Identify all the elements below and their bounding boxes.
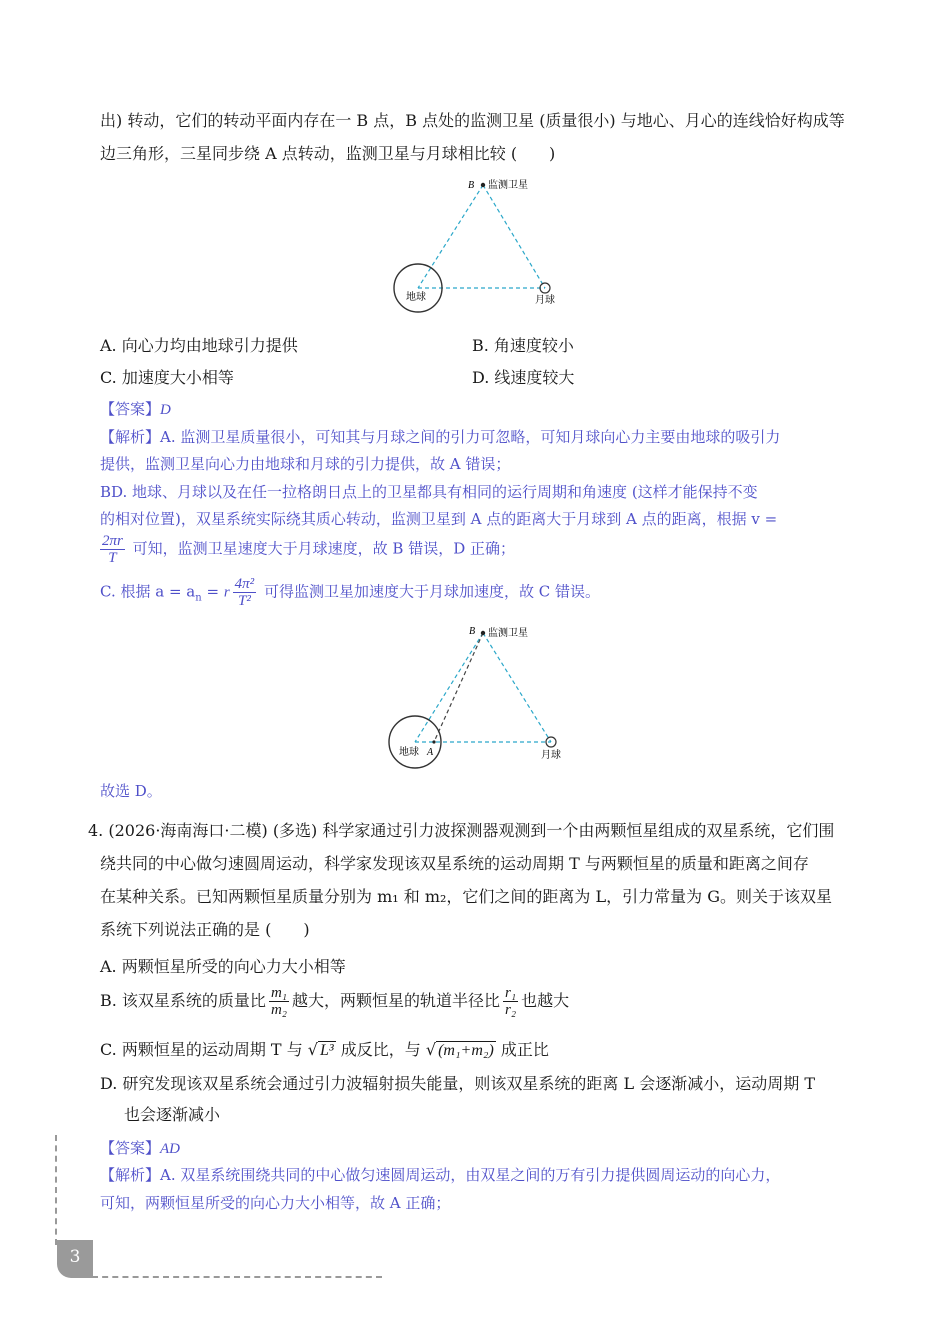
fraction-m1-over-m2: $\frac{\text{m₁}}{\text{m₂}}$: [270, 985, 287, 1018]
q4-analysis-line2: 可知，两颗恒星所受的向心力大小相等，故 A 正确；: [100, 1194, 451, 1212]
q3-analysis-BD-line1: BD. 地球、月球以及在任一拉格朗日点上的卫星都具有相同的运行周期和角速度 (这样才能保持不变: [100, 483, 758, 501]
satellite-dot: [481, 631, 485, 635]
q3-option-A: A. 向心力均由地球引力提供: [100, 336, 298, 355]
label-moon: 月球: [535, 295, 555, 306]
satellite-dot: [481, 183, 485, 187]
q4-stem-line1: 4. (2026·海南海口·二模) (多选) 科学家通过引力波探测器观测到一个由两颗恒星组成的双星系统，它们围: [88, 821, 835, 840]
q3-analysis-BD-line3: $\frac{2\pi r}{T}$ 可知，监测卫星速度大于月球速度，故 B 错误，D 正确；: [102, 533, 515, 566]
page-number: 3: [57, 1240, 93, 1278]
label-moon: 月球: [541, 750, 561, 761]
sqrt-m1-plus-m2: (m₁+m₂): [438, 1042, 494, 1059]
label-earth: 地球: [399, 747, 419, 758]
q4-stem-line2: 绕共同的中心做匀速圆周运动，科学家发现该双星系统的运动周期 T 与两颗恒星的质量和距离之间存: [100, 854, 809, 873]
label-A: A: [427, 747, 434, 758]
q3-analysis-A-line1: 【解析】A. 监测卫星质量很小，可知其与月球之间的引力可忽略，可知月球向心力主要由地球的吸引力: [100, 428, 781, 446]
fraction-2pir-over-T: $\frac{2\pi r}{T}$: [102, 533, 123, 566]
q3-option-B: B. 角速度较小: [472, 336, 574, 355]
label-earth: 地球: [406, 292, 426, 303]
q3-answer: [100, 398, 890, 419]
q4-analysis-line1: 【解析】A. 双星系统围绕共同的中心做匀速圆周运动，由双星之间的万有引力提供圆周运动的向心力，: [100, 1166, 781, 1184]
q3-stem-line2: 边三角形，三星同步绕 A 点转动，监测卫星与月球相比较 ( ): [100, 144, 556, 163]
q3-conclusion: 故选 D。: [100, 782, 162, 800]
margin-dashed-line-horizontal: [92, 1276, 382, 1278]
q3-analysis-C: C. 根据 $a = a_n = r$ $\frac{\text{4π²}}{\text{T²}}$ 可得监测卫星加速度大于月球加速度，故 C 错误。: [100, 576, 600, 609]
label-B: B: [468, 180, 475, 191]
answer-label: 【答案】: [100, 400, 161, 418]
label-satellite: 监测卫星: [488, 628, 528, 639]
point-A-dot: [432, 740, 435, 743]
label-B: B: [469, 626, 476, 637]
q4-option-C: C. 两颗恒星的运动周期 T 与 √ L³ 成反比，与 √ (m₁+m₂) 成正比: [100, 1040, 549, 1059]
label-satellite: 监测卫星: [488, 180, 528, 191]
q4-option-D-line1: D. 研究发现该双星系统会通过引力波辐射损失能量，则该双星系统的距离 L 会逐渐减小，运动周期 T: [100, 1074, 815, 1093]
q3-option-C: C. 加速度大小相等: [100, 368, 234, 387]
q3-diagram-2: [385, 620, 575, 772]
margin-dashed-line-vertical: [55, 1135, 57, 1245]
q4-option-B: B. 该双星系统的质量比 $\frac{\text{m₁}}{\text{m₂}}$ 越大，两颗恒星的轨道半径比 $\frac{\text{r₁}}{\text{r₂}}$ 也越大: [100, 985, 570, 1018]
q3-analysis-A-line2: 提供，监测卫星向心力由地球和月球的引力提供，故 A 错误；: [100, 455, 511, 473]
q4-option-D-line2: 也会逐渐减小: [124, 1105, 221, 1124]
answer-value: D: [160, 402, 171, 418]
analysis-label: 【解析】: [100, 428, 161, 446]
q3-analysis-BD-line2: 的相对位置)，双星系统实际绕其质心转动，监测卫星到 A 点的距离大于月球到 A 点的距离，根据 v =: [100, 510, 778, 528]
q3-diagram-1: [390, 172, 580, 317]
q4-answer: 【答案】AD: [100, 1139, 181, 1157]
q3-stem-line1: 出) 转动，它们的转动平面内存在一 B 点，B 点处的监测卫星 (质量很小) 与地心、月心的连线恰好构成等: [100, 111, 845, 130]
q4-stem-line4: 系统下列说法正确的是 ( ): [100, 920, 310, 939]
q4-option-A: A. 两颗恒星所受的向心力大小相等: [100, 957, 346, 976]
q3-option-D: D. 线速度较大: [472, 368, 575, 387]
fraction-r1-over-r2: $\frac{\text{r₁}}{\text{r₂}}$: [505, 985, 517, 1018]
q4-stem-line3: 在某种关系。已知两颗恒星质量分别为 m₁ 和 m₂，它们之间的距离为 L，引力常量为 G。则关于该双星: [100, 887, 833, 906]
sqrt-L3: L³: [319, 1042, 334, 1059]
fraction-4pi2-over-T2: $\frac{\text{4π²}}{\text{T²}}$: [234, 576, 255, 609]
